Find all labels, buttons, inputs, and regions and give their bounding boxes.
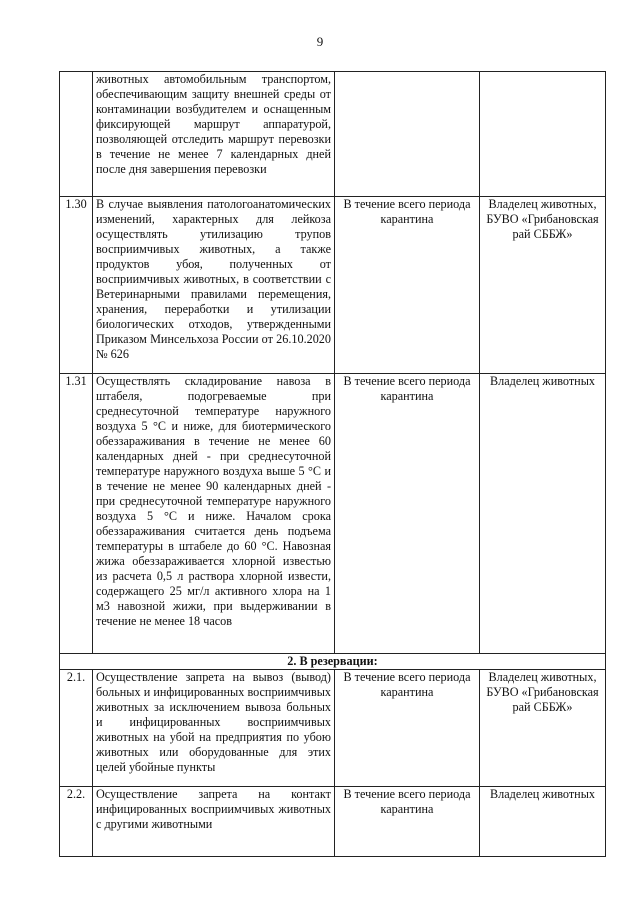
measure-description: Осуществление запрета на вывоз (вывод) больных и инфицированных восприимчивых животных за исключением вывоза больных и инфицированных восприимчивых животных на убой на предприятия по убою животных или оборудованные для этих целей убойные пункты (93, 670, 335, 787)
row-number: 2.2. (60, 787, 93, 857)
row-number: 1.31 (60, 374, 93, 654)
measures-table (59, 71, 606, 857)
page-number: 9 (316, 34, 324, 49)
measure-description: Осуществлять складирование навоза в штабеля, подогреваемые при среднесуточной температуре наружного воздуха 5 °C и ниже, для биотермического обеззараживания в течение не менее 60 календарных дней - при среднесуточной температуре наружного воздуха выше 5 °C и в течение не менее 90 календарных дней - при среднесуточной температуре наружного воздуха 5 °C и ниже. Началом срока обеззараживания считается день подъема температуры в штабеле до 60 °C. Навозная жижа обеззараживается хлорной известью из расчета 0,5 л раствора хлорной извести, содержащего 25 мг/л активного хлора на 1 м3 навозной жижи, при выдерживании в течение не менее 18 часов (93, 374, 335, 654)
measure-description: Осуществление запрета на контакт инфицированных восприимчивых животных с другими животными (93, 787, 335, 857)
row-number: 1.30 (60, 197, 93, 374)
table-row (60, 787, 606, 857)
measure-term: В течение всего периода карантина (335, 787, 480, 857)
measure-responsible: Владелец животных (480, 787, 606, 857)
measure-term: В течение всего периода карантина (335, 670, 480, 787)
table-row (60, 197, 606, 374)
section-title: 2. В резервации: (60, 654, 606, 670)
measure-term: В течение всего периода карантина (335, 374, 480, 654)
measure-responsible (480, 72, 606, 197)
table-row (60, 670, 606, 787)
table-row (60, 374, 606, 654)
row-number (60, 72, 93, 197)
section-header-row (60, 654, 606, 670)
measure-responsible: Владелец животных, БУВО «Грибановская рай СББЖ» (480, 670, 606, 787)
measure-term (335, 72, 480, 197)
measure-responsible: Владелец животных, БУВО «Грибановская рай СББЖ» (480, 197, 606, 374)
measure-term: В течение всего периода карантина (335, 197, 480, 374)
table-row (60, 72, 606, 197)
measure-responsible: Владелец животных (480, 374, 606, 654)
measure-description: В случае выявления патологоанатомических изменений, характерных для лейкоза осуществлять утилизацию трупов восприимчивых животных, а также продуктов убоя, полученных от восприимчивых животных, в соответствии с Ветеринарными правилами перемещения, хранения, переработки и утилизации биологических отходов, утвержденными Приказом Минсельхоза России от 26.10.2020 № 626 (93, 197, 335, 374)
measure-description: животных автомобильным транспортом, обеспечивающим защиту внешней среды от контаминации возбудителем и оснащенным фиксирующей маршрут аппаратурой, позволяющей отследить маршрут перевозки в течение не менее 7 календарных дней после дня завершения перевозки (93, 72, 335, 197)
row-number: 2.1. (60, 670, 93, 787)
